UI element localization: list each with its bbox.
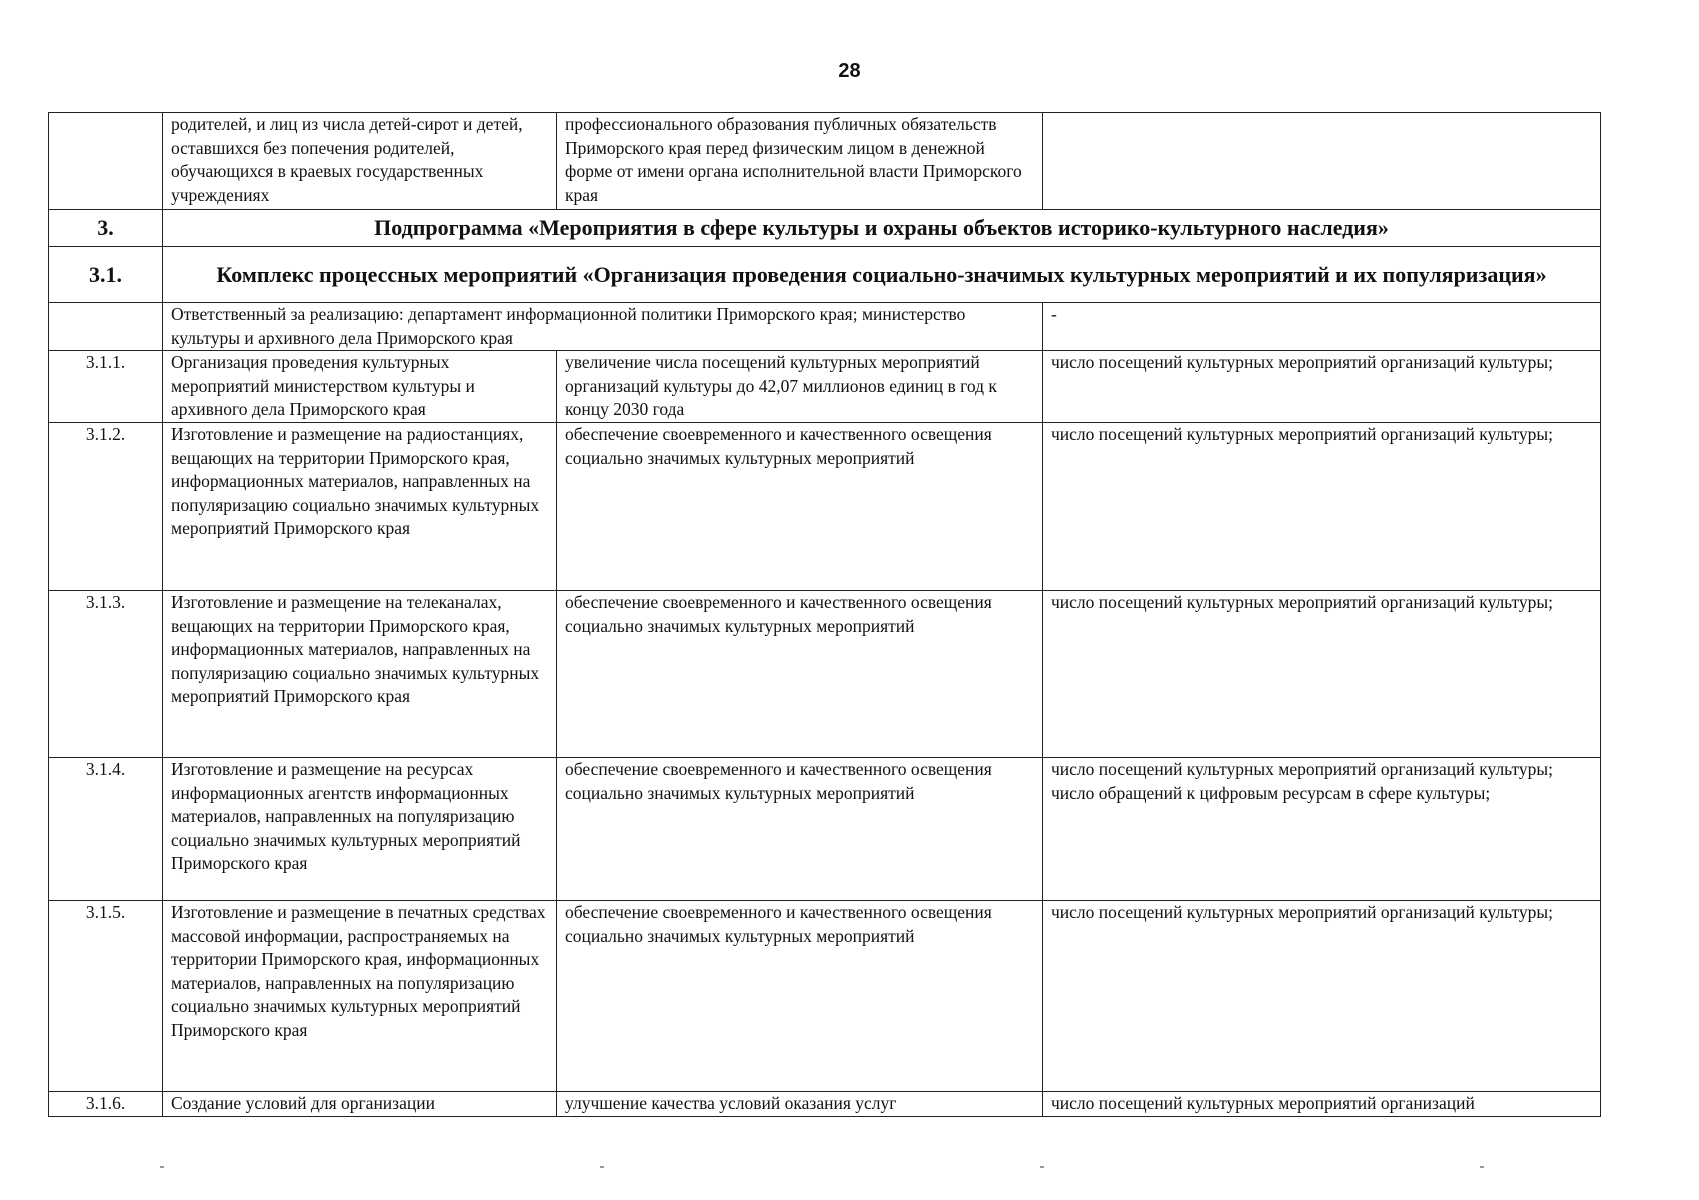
- row-number: 3.1.5.: [49, 901, 163, 1092]
- measure-name: Создание условий для организации: [163, 1092, 557, 1117]
- measure-indicator: число посещений культурных мероприятий организаций культуры; число обращений к цифровым ресурсам в сфере культуры;: [1043, 758, 1601, 901]
- measure-indicator: число посещений культурных мероприятий организаций культуры;: [1043, 351, 1601, 423]
- table-row: [49, 351, 1601, 423]
- measures-table: [48, 112, 1601, 1117]
- scan-mark: [160, 1166, 164, 1168]
- row-number: 3.1.1.: [49, 351, 163, 423]
- scan-mark: [600, 1166, 604, 1168]
- measure-indicator: число посещений культурных мероприятий организаций культуры;: [1043, 591, 1601, 758]
- row-number: [49, 303, 163, 351]
- measure-name: Изготовление и размещение на радиостанциях, вещающих на территории Приморского края, информационных материалов, направленных на популяризацию социально значимых культурных мероприятий Приморского края: [163, 423, 557, 591]
- row-number: 3.1.2.: [49, 423, 163, 591]
- measure-indicator: число посещений культурных мероприятий организаций: [1043, 1092, 1601, 1117]
- section-number: 3.: [49, 210, 163, 247]
- measure-name: Изготовление и размещение на телеканалах, вещающих на территории Приморского края, информационных материалов, направленных на популяризацию социально значимых культурных мероприятий Приморского края: [163, 591, 557, 758]
- row-number: 3.1.6.: [49, 1092, 163, 1117]
- measure-name: Изготовление и размещение на ресурсах информационных агентств информационных материалов, направленных на популяризацию социально значимых культурных мероприятий Приморского края: [163, 758, 557, 901]
- subsection-title: Комплекс процессных мероприятий «Организация проведения социально-значимых культурных мероприятий и их популяризация»: [163, 247, 1601, 303]
- responsible-row: [49, 303, 1601, 351]
- row-number: 3.1.4.: [49, 758, 163, 901]
- measure-name: родителей, и лиц из числа детей-сирот и детей, оставшихся без попечения родителей, обучающихся в краевых государственных учреждениях: [163, 113, 557, 210]
- measure-result: обеспечение своевременного и качественного освещения социально значимых культурных мероприятий: [557, 901, 1043, 1092]
- measure-indicator: число посещений культурных мероприятий организаций культуры;: [1043, 423, 1601, 591]
- measure-result: обеспечение своевременного и качественного освещения социально значимых культурных мероприятий: [557, 423, 1043, 591]
- measure-result: профессионального образования публичных обязательств Приморского края перед физическим лицом в денежной форме от имени органа исполнительной власти Приморского края: [557, 113, 1043, 210]
- measure-name: Изготовление и размещение в печатных средствах массовой информации, распространяемых на территории Приморского края, информационных материалов, направленных на популяризацию социально значимых культурных мероприятий Приморского края: [163, 901, 557, 1092]
- scan-marks: [0, 1166, 1699, 1176]
- table-row: [49, 1092, 1601, 1117]
- page-number: 28: [838, 60, 861, 82]
- table-row: [49, 758, 1601, 901]
- measure-indicator: число посещений культурных мероприятий организаций культуры;: [1043, 901, 1601, 1092]
- measure-indicator: -: [1043, 303, 1601, 351]
- row-number: 3.1.3.: [49, 591, 163, 758]
- table-row: [49, 423, 1601, 591]
- table-row: [49, 591, 1601, 758]
- row-number: [49, 113, 163, 210]
- table-row: [49, 113, 1601, 210]
- subsection-row: [49, 247, 1601, 303]
- subsection-number: 3.1.: [49, 247, 163, 303]
- measure-result: увеличение числа посещений культурных мероприятий организаций культуры до 42,07 миллионов единиц в год к концу 2030 года: [557, 351, 1043, 423]
- scan-mark: [1040, 1166, 1044, 1168]
- section-row: [49, 210, 1601, 247]
- measure-indicator: [1043, 113, 1601, 210]
- measure-result: обеспечение своевременного и качественного освещения социально значимых культурных мероприятий: [557, 758, 1043, 901]
- measure-name: Организация проведения культурных мероприятий министерством культуры и архивного дела Приморского края: [163, 351, 557, 423]
- table-row: [49, 901, 1601, 1092]
- measure-result: обеспечение своевременного и качественного освещения социально значимых культурных мероприятий: [557, 591, 1043, 758]
- scan-mark: [1480, 1166, 1484, 1168]
- section-title: Подпрограмма «Мероприятия в сфере культуры и охраны объектов историко-культурного наследия»: [163, 210, 1601, 247]
- responsible-text: Ответственный за реализацию: департамент информационной политики Приморского края; министерство культуры и архивного дела Приморского края: [163, 303, 1043, 351]
- measure-result: улучшение качества условий оказания услуг: [557, 1092, 1043, 1117]
